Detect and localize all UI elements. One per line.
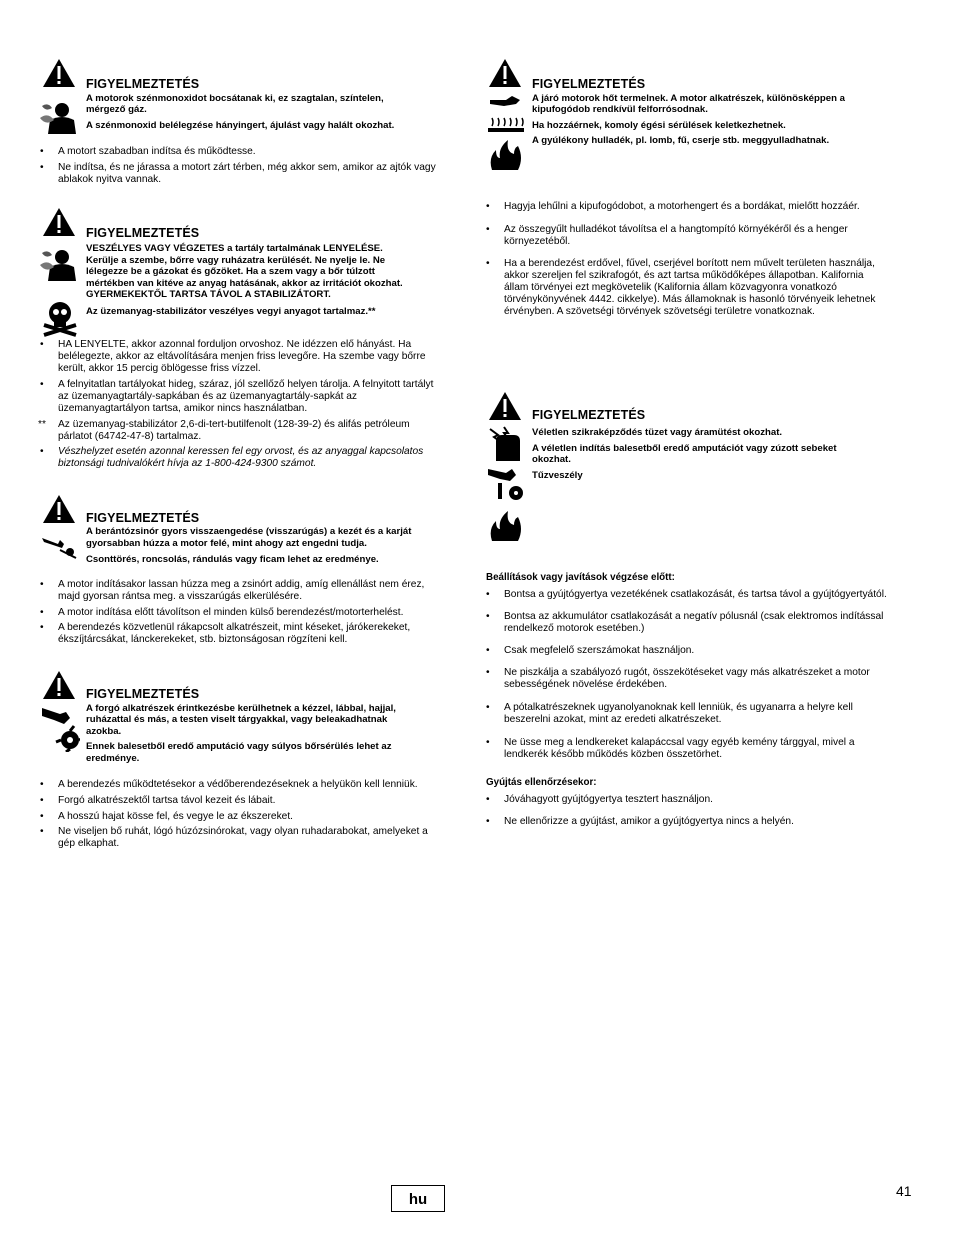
page-number: 41	[896, 1183, 912, 1199]
warning-line: A járó motorok hőt termelnek. A motor alkatrészek, különösképpen a	[532, 93, 845, 104]
warning-line: Ha hozzáérnek, komoly égési sérülések keletkezhetnek.	[532, 120, 786, 131]
warning-line: Véletlen szikraképződés tüzet vagy áramütést okozhat.	[532, 427, 783, 438]
warning-title: FIGYELMEZTETÉS	[532, 408, 646, 422]
warning-line: A berántózsinór gyors visszaengedése (visszarúgás) a kezét és a karját	[86, 526, 412, 537]
electric-shock-icon	[486, 425, 526, 461]
warning-line: okozhat.	[532, 454, 571, 465]
warning-line: lélegezze be a gázokat és gőzöket. Ha a szem vagy a bőr túlzott	[86, 266, 375, 277]
warning-line: mérgező gáz.	[86, 104, 147, 115]
fire-icon	[486, 509, 526, 541]
warning-line: eredménye.	[86, 753, 140, 764]
warning-line: kipufogódob rendkívül felforrósodnak.	[532, 104, 708, 115]
warning-title: FIGYELMEZTETÉS	[532, 77, 646, 91]
warning-line: Tűzveszély	[532, 470, 583, 481]
language-tag: hu	[391, 1185, 445, 1212]
skull-crossbones-icon	[40, 299, 80, 337]
warning-title: FIGYELMEZTETÉS	[86, 226, 200, 240]
warning-line: ruházattal és más, a testen viselt tárgyakkal, vagy beleakadhatnak	[86, 714, 388, 725]
warning-triangle-icon	[42, 670, 76, 700]
kickback-icon	[40, 530, 80, 560]
amputation-icon	[486, 465, 526, 503]
warning-line: mértékben van kitéve az anyag hatásának, akkor az irritációt okozhat.	[86, 278, 403, 289]
warning-triangle-icon	[42, 58, 76, 88]
fire-icon	[486, 138, 526, 170]
section-heading: Beállítások vagy javítások végzése előtt:	[486, 572, 675, 583]
warning-line: A gyúlékony hulladék, pl. lomb, fű, cserje stb. meggyulladhatnak.	[532, 135, 830, 146]
warning-line: Ennek balesetből eredő amputáció vagy súlyos bőrsérülés lehet az	[86, 741, 392, 752]
warning-line: gyorsabban húzza a motor felé, mint ahogy azt engedni tudja.	[86, 538, 367, 549]
warning-title: FIGYELMEZTETÉS	[86, 77, 200, 91]
warning-line: A szénmonoxid belélegzése hányingert, ájulást vagy halált okozhat.	[86, 120, 395, 131]
section-heading: Gyújtás ellenőrzésekor:	[486, 777, 597, 788]
warning-title: FIGYELMEZTETÉS	[86, 511, 200, 525]
warning-line: Csonttörés, roncsolás, rándulás vagy ficam lehet az eredménye.	[86, 554, 379, 565]
warning-line: Kerülje a szembe, bőrre vagy ruházatra kerülését. Ne nyelje le. Ne	[86, 255, 386, 266]
warning-line: azokba.	[86, 726, 122, 737]
warning-line: GYERMEKEKTŐL TARTSA TÁVOL A STABILIZÁTORT.	[86, 289, 331, 300]
warning-line: VESZÉLYES VAGY VÉGZETES a tartály tartalmának LENYELÉSE.	[86, 243, 383, 254]
warning-line: A forgó alkatrészek érintkezésbe kerülhetnek a kézzel, lábbal, hajjal,	[86, 703, 396, 714]
warning-line: Az üzemanyag-stabilizátor veszélyes vegyi anyagot tartalmaz.**	[86, 306, 376, 317]
warning-triangle-icon	[42, 494, 76, 524]
warning-triangle-icon	[488, 58, 522, 88]
warning-line: A véletlen indítás balesetből eredő amputációt vagy zúzott sebeket	[532, 443, 837, 454]
rotating-parts-icon	[40, 704, 80, 752]
warning-title: FIGYELMEZTETÉS	[86, 687, 200, 701]
toxic-gas-icon	[40, 247, 80, 281]
warning-line: A motorok szénmonoxidot bocsátanak ki, ez szagtalan, színtelen,	[86, 93, 384, 104]
warning-triangle-icon	[42, 207, 76, 237]
toxic-gas-icon	[40, 100, 80, 134]
hot-surface-icon	[486, 94, 526, 134]
warning-triangle-icon	[488, 391, 522, 421]
